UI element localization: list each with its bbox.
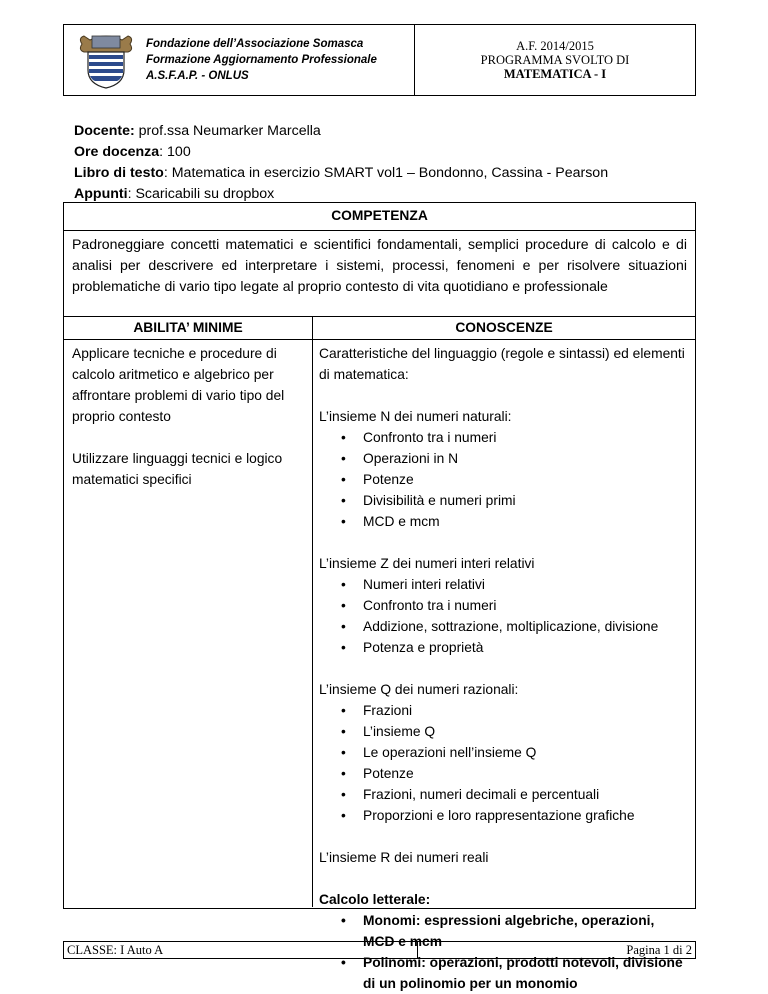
academic-year: A.F. 2014/2015 [516, 39, 594, 53]
ore-value: : 100 [159, 144, 191, 160]
list-item: • Addizione, sottrazione, moltiplicazione, divisione [341, 616, 687, 637]
list-item: • Operazioni in N [341, 448, 687, 469]
docente-value: prof.ssa Neumarker Marcella [134, 123, 321, 139]
libro-value: : Matematica in esercizio SMART vol1 – Bondonno, Cassina - Pearson [163, 165, 609, 181]
list-item: • Monomi: espressioni algebriche, operazioni, MCD e mcm [341, 910, 687, 952]
list-item: • Le operazioni nell’insieme Q [341, 742, 687, 763]
ore-line [74, 142, 608, 163]
coat-of-arms-logo [76, 30, 136, 90]
list-item: • Potenze [341, 763, 687, 784]
course-info [74, 121, 608, 205]
org-line-3: A.S.F.A.P. - ONLUS [146, 70, 249, 82]
abilita-item: Applicare tecniche e procedure di calcolo aritmetico e algebrico per affrontare problemi di vario tipo del proprio contesto [72, 346, 285, 424]
list-item: • Divisibilità e numeri primi [341, 490, 687, 511]
abilita-column [64, 317, 313, 907]
competenza-header: COMPETENZA [64, 203, 695, 231]
page-footer [63, 941, 696, 959]
competenza-text: Padroneggiare concetti matematici e scientifici fondamentali, semplici procedure di calcolo e di analisi per descrivere ed interpretare i sistemi, processi, fenomeni e per risolvere situazioni problematiche di vario tipo legate al proprio contesto di vita quotidiano e professionale [64, 231, 695, 317]
list-item: • Frazioni, numeri decimali e percentuali [341, 784, 687, 805]
list-item: • Confronto tra i numeri [341, 427, 687, 448]
list-item: • Potenza e proprietà [341, 637, 687, 658]
libro-line [74, 163, 608, 184]
conoscenze-header: CONOSCENZE [313, 317, 695, 340]
list-item: • MCD e mcm [341, 511, 687, 532]
appunti-label: Appunti [74, 186, 128, 202]
program-label: PROGRAMMA SVOLTO DI [480, 53, 630, 67]
list-q [319, 700, 687, 826]
section-title-z: L’insieme Z dei numeri interi relativi [319, 556, 535, 571]
list-item: • Proporzioni e loro rappresentazione grafiche [341, 805, 687, 826]
subject-title: MATEMATICA - I [503, 67, 607, 81]
list-item: • Frazioni [341, 700, 687, 721]
list-item: • Numeri interi relativi [341, 574, 687, 595]
list-item: • L’insieme Q [341, 721, 687, 742]
conoscenze-intro: Caratteristiche del linguaggio (regole e sintassi) ed elementi di matematica: [319, 346, 685, 382]
page-header [63, 24, 696, 96]
docente-label: Docente: [74, 123, 135, 139]
section-title-calcolo: Calcolo letterale: [319, 892, 431, 907]
abilita-header: ABILITA’ MINIME [64, 317, 312, 340]
list-item: • Potenze [341, 469, 687, 490]
list-z [319, 574, 687, 658]
ore-label: Ore docenza [74, 144, 160, 160]
list-n [319, 427, 687, 532]
libro-label: Libro di testo [74, 165, 164, 181]
abilita-item: Utilizzare linguaggi tecnici e logico matematici specifici [72, 451, 283, 487]
header-program-cell [415, 25, 695, 95]
section-title-r: L’insieme R dei numeri reali [319, 850, 489, 865]
docente-line [74, 121, 608, 142]
appunti-value: : Scaricabili su dropbox [127, 186, 275, 202]
org-line-2: Formazione Aggiornamento Professionale [146, 54, 377, 66]
footer-classe: CLASSE: I Auto A [64, 942, 418, 958]
list-item: • Confronto tra i numeri [341, 595, 687, 616]
header-organization-cell [64, 25, 415, 95]
footer-page-number: Pagina 1 di 2 [626, 943, 692, 957]
list-item: • Polinomi: operazioni, prodotti notevoli, divisione di un polinomio per un monomio [341, 952, 687, 994]
org-line-1: Fondazione dell’Associazione Somasca [146, 38, 364, 50]
section-title-q: L’insieme Q dei numeri razionali: [319, 682, 519, 697]
section-title-n: L’insieme N dei numeri naturali: [319, 409, 512, 424]
